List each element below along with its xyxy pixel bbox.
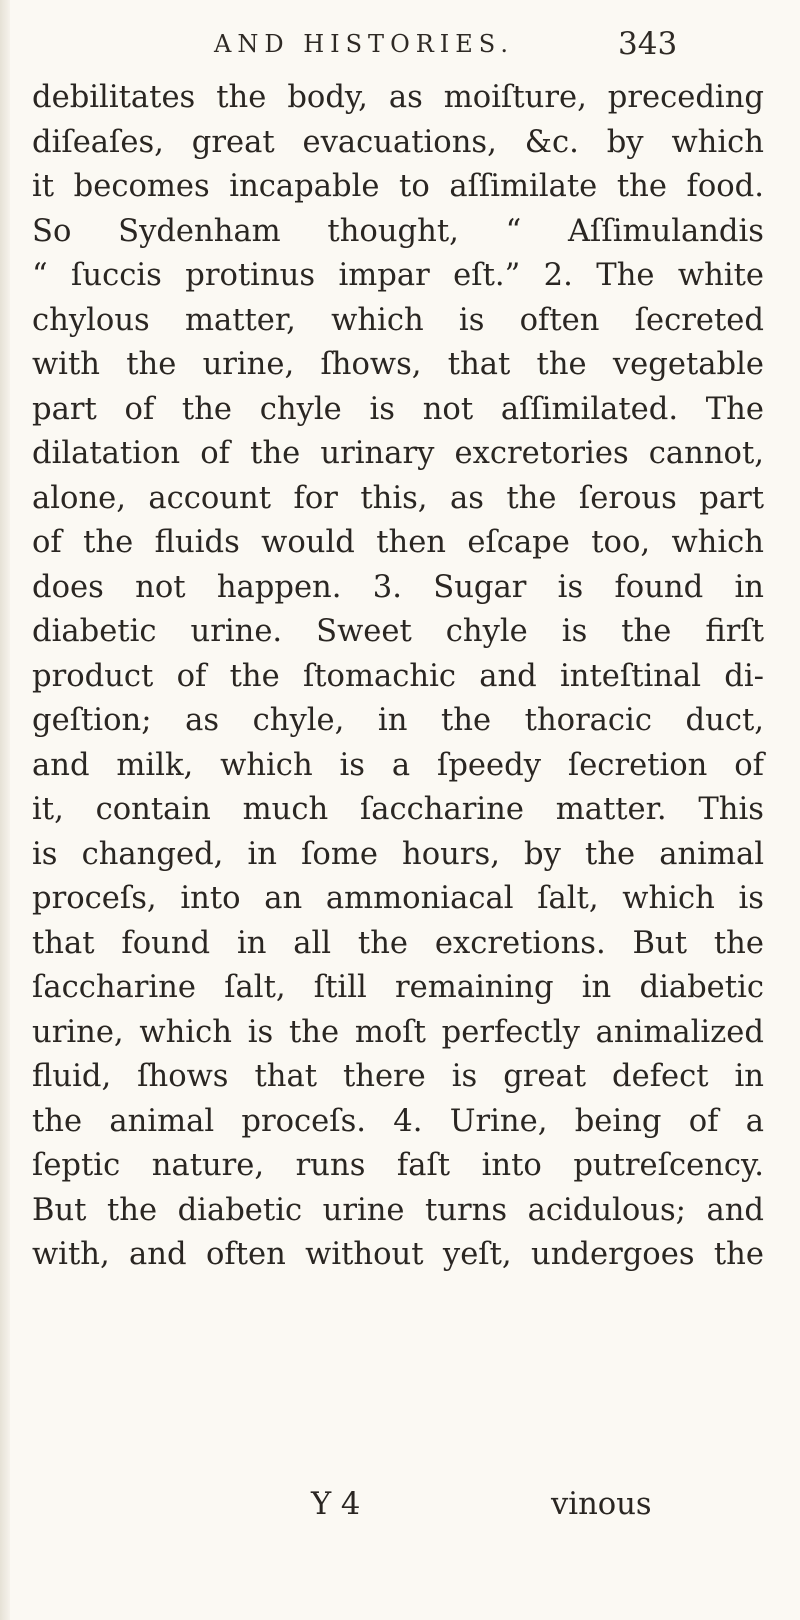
catchword: vinous xyxy=(551,1487,652,1522)
text-line: alone, account for this, as the ſerous part xyxy=(32,480,764,516)
text-line: diſeaſes, great evacuations, &c. by which xyxy=(32,124,764,160)
catchline xyxy=(311,1487,731,1531)
text-line: it, contain much ſaccharine matter. This xyxy=(32,792,764,827)
text-line: and milk, which is a ſpeedy ſecretion of xyxy=(32,747,764,783)
text-line: So Sydenham thought, “ Aſſimulandis xyxy=(32,213,764,249)
text-line: ſeptic nature, runs faſt into putreſcency. xyxy=(32,1148,764,1183)
running-head: AND HISTORIES. xyxy=(214,30,515,58)
text-line: urine, which is the moſt perfectly animalized xyxy=(32,1014,764,1050)
text-line: the animal proceſs. 4. Urine, being of a xyxy=(32,1103,764,1139)
text-line: fluid, ſhows that there is great defect in xyxy=(32,1059,764,1094)
text-line: proceſs, into an ammoniacal ſalt, which is xyxy=(32,881,764,916)
text-line: with, and often without yeſt, undergoes the xyxy=(32,1237,764,1272)
page-gutter xyxy=(0,0,10,1620)
text-line: product of the ſtomachic and inteſtinal di- xyxy=(32,658,764,694)
text-line: “ ſuccis protinus impar eſt.” 2. The white xyxy=(32,258,764,293)
text-line: is changed, in ſome hours, by the animal xyxy=(32,836,764,872)
body-text xyxy=(32,76,764,1278)
text-line: diabetic urine. Sweet chyle is the firſt xyxy=(32,614,764,649)
signature-mark: Y 4 xyxy=(311,1487,361,1522)
text-line: with the urine, ſhows, that the vegetable xyxy=(32,347,764,382)
text-line: it becomes incapable to aſſimilate the food. xyxy=(32,169,764,204)
page-number: 343 xyxy=(618,26,678,62)
text-line: of the fluids would then eſcape too, which xyxy=(32,525,764,560)
text-line: does not happen. 3. Sugar is found in xyxy=(32,569,764,605)
text-line: that found in all the excretions. But the xyxy=(32,925,764,961)
text-line: ſaccharine ſalt, ſtill remaining in diabetic xyxy=(32,970,764,1005)
text-line: part of the chyle is not aſſimilated. The xyxy=(32,391,764,427)
page-header xyxy=(214,26,774,70)
text-line: chylous matter, which is often ſecreted xyxy=(32,302,764,338)
text-line: geſtion; as chyle, in the thoracic duct, xyxy=(32,703,764,738)
text-line: But the diabetic urine turns acidulous; and xyxy=(32,1192,764,1228)
text-line: debilitates the body, as moiſture, preceding xyxy=(32,80,764,115)
text-line: dilatation of the urinary excretories cannot, xyxy=(32,436,764,471)
